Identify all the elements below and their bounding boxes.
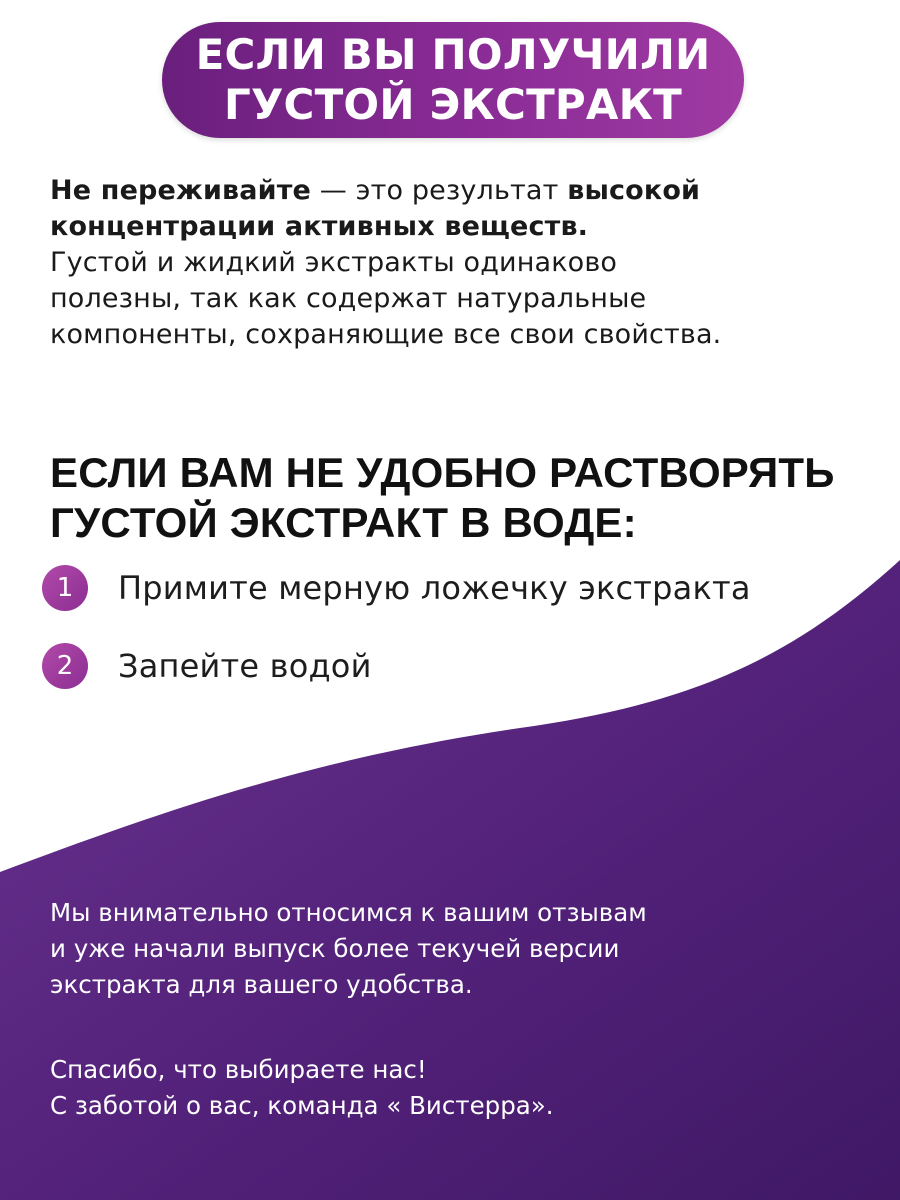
footer-line: С заботой о вас, команда « Вистерра». [50,1091,554,1120]
step-item-1 [42,560,882,616]
header-title [162,30,744,130]
footer-line: экстракта для вашего удобства. [50,970,473,999]
step-text: Примите мерную ложечку экстракта [118,569,751,607]
header-title-line-1: ЕСЛИ ВЫ ПОЛУЧИЛИ [195,30,711,79]
footer-line: Спасибо, что выбираете нас! [50,1055,427,1084]
steps-list [42,560,882,716]
section-heading-line-1: ЕСЛИ ВАМ НЕ УДОБНО РАСТВОРЯТЬ [50,449,835,496]
section-heading [50,448,870,548]
header-title-line-2: ГУСТОЙ ЭКСТРАКТ [224,80,682,129]
footer-thanks-paragraph [50,1052,850,1124]
step-item-2 [42,638,882,694]
intro-line-3: Густой и жидкий экстракты одинаково [50,247,618,278]
footer-line: и уже начали выпуск более текучей версии [50,934,620,963]
intro-line-1 [50,173,850,209]
intro-paragraph [50,173,850,353]
header-banner [162,22,744,138]
intro-line-4: полезны, так как содержат натуральные [50,283,647,314]
step-number-badge: 1 [42,565,88,611]
intro-bold-phrase: Не переживайте [50,175,311,206]
step-number-badge: 2 [42,643,88,689]
footer-line: Мы внимательно относимся к вашим отзывам [50,898,647,927]
intro-bold-word: высокой [567,175,701,206]
intro-line-2: концентрации активных веществ. [50,211,589,242]
footer-feedback-paragraph [50,895,850,1003]
intro-line-5: компоненты, сохраняющие все свои свойства. [50,319,722,350]
section-heading-line-2: ГУСТОЙ ЭКСТРАКТ В ВОДЕ: [50,499,637,546]
intro-connector-text: — это результат [311,175,568,206]
step-text: Запейте водой [118,647,372,685]
